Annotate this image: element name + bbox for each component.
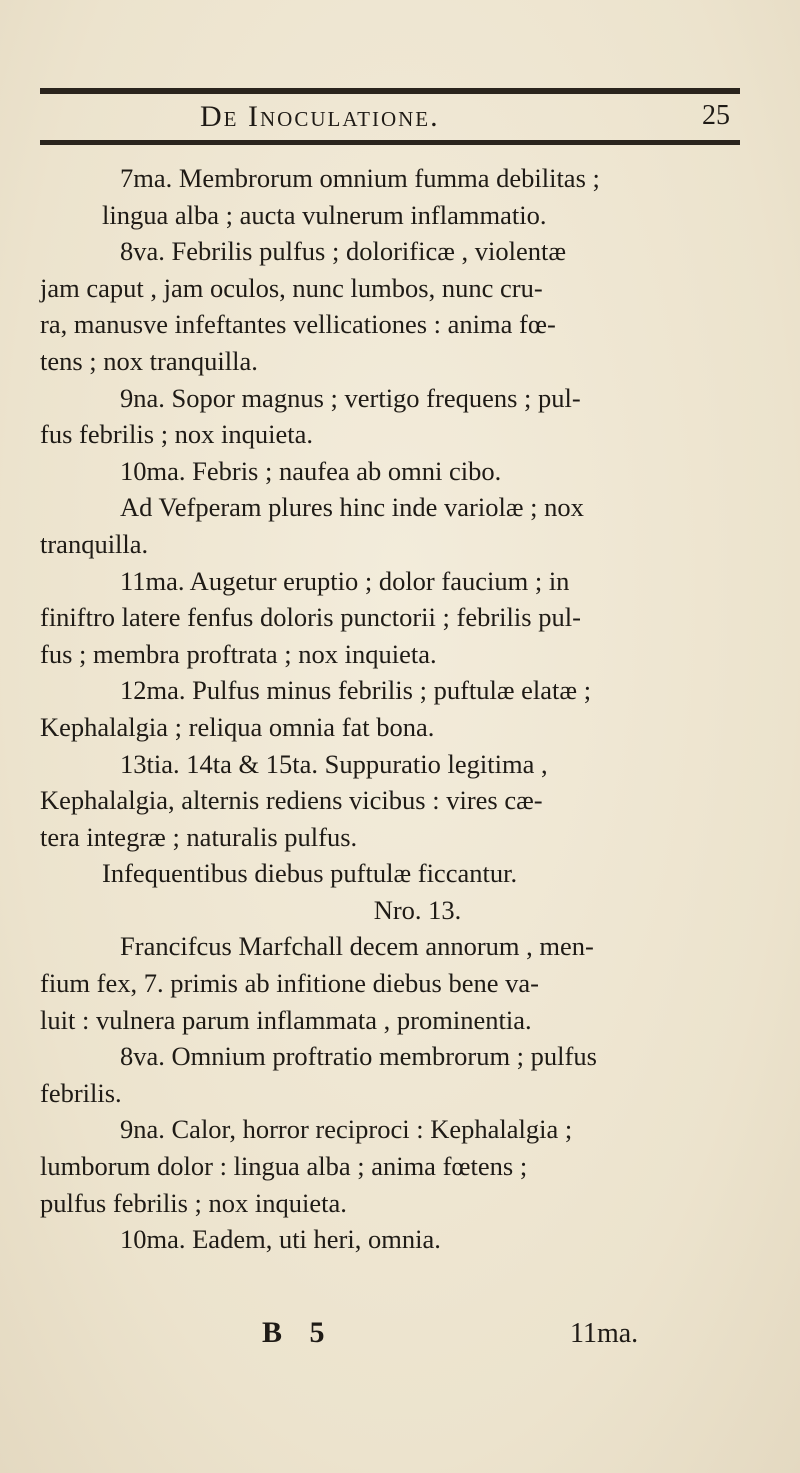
header-rule-bottom xyxy=(40,140,740,145)
text-line: 12ma. Pulfus minus febrilis ; puftulæ elatæ ; xyxy=(120,675,592,706)
text-line: jam caput , jam oculos, nunc lumbos, nunc cru- xyxy=(40,272,543,303)
text-line: tera integræ ; naturalis pulfus. xyxy=(40,821,358,852)
text-line: 8va. Omnium proftratio membrorum ; pulfus xyxy=(120,1041,597,1072)
page-footer xyxy=(40,1316,740,1356)
text-line: tens ; nox tranquilla. xyxy=(40,345,258,376)
text-line: fus ; membra proftrata ; nox inquieta. xyxy=(40,638,437,669)
header-rule-top xyxy=(40,88,740,94)
text-line: febrilis. xyxy=(40,1077,122,1108)
text-line: Infequentibus diebus puftulæ ficcantur. xyxy=(102,858,518,889)
text-line: Kephalalgia ; reliqua omnia fat bona. xyxy=(40,711,435,742)
text-line: Kephalalgia, alternis rediens vicibus : vires cæ- xyxy=(40,785,543,816)
running-title: De Inoculatione. xyxy=(200,100,440,133)
section-heading: Nro. 13. xyxy=(373,894,462,925)
text-line: finiftro latere fenfus doloris punctorii ; febrilis pul- xyxy=(40,602,581,633)
text-line: 9na. Calor, horror reciproci : Kephalalgia ; xyxy=(120,1114,573,1145)
text-line: 11ma. Augetur eruptio ; dolor faucium ; in xyxy=(120,565,570,596)
catchword: 11ma. xyxy=(570,1318,639,1349)
text-line: lingua alba ; aucta vulnerum inflammatio. xyxy=(102,199,547,230)
page-number: 25 xyxy=(702,100,730,131)
text-line: 8va. Febrilis pulfus ; dolorificæ , violentæ xyxy=(120,236,567,267)
running-header xyxy=(40,98,740,138)
text-line: luit : vulnera parum inflammata , prominentia. xyxy=(40,1004,532,1035)
text-line: 9na. Sopor magnus ; vertigo frequens ; pul- xyxy=(120,382,581,413)
text-line: lumborum dolor : lingua alba ; anima fœtens ; xyxy=(40,1151,528,1182)
text-line: pulfus febrilis ; nox inquieta. xyxy=(40,1187,347,1218)
text-line: ra, manusve infeftantes vellicationes : anima fœ- xyxy=(40,309,556,340)
text-line: tranquilla. xyxy=(40,528,149,559)
text-line: fus febrilis ; nox inquieta. xyxy=(40,419,314,450)
text-line: fium fex, 7. primis ab infitione diebus bene va- xyxy=(40,968,539,999)
text-line: Francifcus Marfchall decem annorum , men- xyxy=(120,931,594,962)
signature-mark: B 5 xyxy=(262,1316,335,1349)
text-line: Ad Vefperam plures hinc inde variolæ ; nox xyxy=(120,492,584,523)
text-line: 10ma. Eadem, uti heri, omnia. xyxy=(120,1224,441,1255)
text-line: 10ma. Febris ; naufea ab omni cibo. xyxy=(120,455,502,486)
text-line: 13tia. 14ta & 15ta. Suppuratio legitima , xyxy=(120,748,548,779)
text-line: 7ma. Membrorum omnium fumma debilitas ; xyxy=(120,163,600,193)
body-text xyxy=(40,160,755,1258)
